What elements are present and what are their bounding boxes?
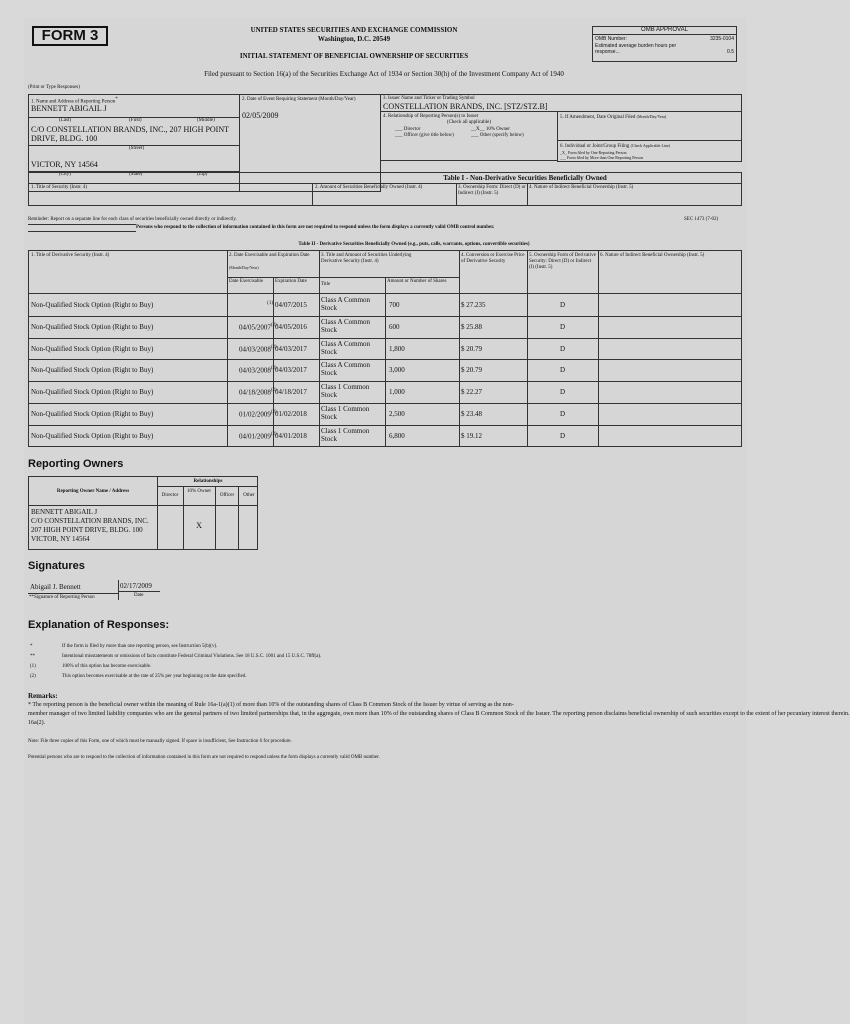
omb-burden-label: Estimated average burden hours per response... xyxy=(595,43,677,55)
t2-row-underlying: Class 1 Common Stock xyxy=(321,426,370,443)
ro-owner-line1: BENNETT ABIGAIL J xyxy=(31,508,98,516)
box4-sub: (Check all applicable) xyxy=(446,120,492,125)
reporting-owners-table xyxy=(28,476,258,550)
t2-row-price: $ 19.12 xyxy=(461,431,482,440)
box1-label-sup: * xyxy=(115,97,118,102)
table2-title: Table II - Derivative Securities Beneficially Owned (e.g., puts, calls, warrants, options, convertible securities) xyxy=(298,242,530,247)
omb-number-label: OMB Number: xyxy=(595,36,627,42)
statement-title: INITIAL STATEMENT OF BENEFICIAL OWNERSHIP OF SECURITIES xyxy=(239,52,469,60)
ro-other: Other xyxy=(243,493,255,498)
t2-row-form: D xyxy=(559,344,566,353)
explanation-heading: Explanation of Responses: xyxy=(28,619,170,631)
form-label: FORM 3 xyxy=(32,26,108,46)
label-last: (Last) xyxy=(59,118,71,123)
ro-10pct: 10% Owner xyxy=(186,489,212,494)
t2-col4: 4. Conversion or Exercise Price of Derivative Security xyxy=(461,253,525,264)
expl-text: 100% of this option has become exercisable. xyxy=(62,664,152,669)
t2-row-exer-fn: (2) xyxy=(270,344,277,350)
omb-approval-box xyxy=(592,26,737,62)
table1 xyxy=(28,172,742,206)
t2-row-underlying: Class A Common Stock xyxy=(321,317,371,334)
ro-mark: X xyxy=(196,521,202,530)
t2-row-amount: 700 xyxy=(389,301,400,309)
box1-label: 1. Name and Address of Reporting Person xyxy=(31,99,116,105)
ro-owner-line4: VICTOR, NY 14564 xyxy=(31,535,90,543)
sec-code: SEC 1473 (7-02) xyxy=(684,217,719,222)
t2-col2-sub: (Month/Day/Year) xyxy=(229,265,259,270)
label-first: (First) xyxy=(129,118,142,123)
t2-row-title: Non-Qualified Stock Option (Right to Buy) xyxy=(31,301,154,309)
rel-officer: ___ Officer (give title below) xyxy=(395,133,454,138)
ro-director: Director xyxy=(161,493,179,498)
t2-row-title: Non-Qualified Stock Option (Right to Buy) xyxy=(31,388,154,397)
box5-sub: (Month/Day/Year) xyxy=(636,114,667,119)
t1-col3: 3. Ownership Form: Direct (D) or Indirect (I) (Instr. 5) xyxy=(458,185,526,196)
signatures-heading: Signatures xyxy=(28,560,85,572)
t2-row-exer-date: 04/18/2008 xyxy=(239,388,271,397)
remarks-label: Remarks: xyxy=(28,692,58,700)
t2-row-exer-date: 04/03/2008 xyxy=(239,366,271,375)
ro-officer: Officer xyxy=(219,493,235,498)
ro-relationships: Relationships xyxy=(193,479,223,484)
issuer-name: CONSTELLATION BRANDS, INC. [STZ/STZ.B] xyxy=(383,102,548,111)
t2-row-exer-date: 01/02/2009 xyxy=(239,410,271,419)
t2-row-exercisable xyxy=(239,300,273,309)
signature-name: Abigail J. Bennett xyxy=(30,583,81,591)
rel-10pct-owner: __X__ 10% Owner xyxy=(471,127,510,132)
t2-row-exer-fn: (2) xyxy=(270,366,277,372)
t2-row-expiration: 04/03/2017 xyxy=(275,344,307,353)
box3-label: 3. Issuer Name and Ticker or Trading Symbol xyxy=(383,96,475,101)
t2-row-expiration: 04/18/2017 xyxy=(275,388,307,397)
t2-col3a: Title xyxy=(321,282,331,287)
t2-row-expiration: 04/05/2016 xyxy=(275,322,307,331)
t2-row-exercisable xyxy=(239,387,277,397)
t2-row-amount: 600 xyxy=(389,322,400,331)
reporting-person-city: VICTOR, NY 14564 xyxy=(31,160,98,169)
t2-row-exercisable xyxy=(239,344,277,353)
t2-row-exer-date: 04/05/2007 xyxy=(239,323,271,332)
persons-notice: Persons who respond to the collection of information contained in this form are not required to respond unless the form displays a currently valid OMB control number. xyxy=(136,225,495,230)
t2-row-title: Non-Qualified Stock Option (Right to Buy) xyxy=(31,322,154,331)
omb-title: OMB APPROVAL xyxy=(593,27,736,35)
ro-owner-line3: 207 HIGH POINT DRIVE, BLDG. 100 xyxy=(31,526,143,534)
filing-opt2: ___ Form filed by More than One Reporting Person xyxy=(560,155,644,160)
t2-row-price: $ 20.79 xyxy=(461,366,482,375)
signature-label: **Signature of Reporting Person xyxy=(29,595,95,600)
box4-relationship xyxy=(380,111,558,161)
t2-row-form: D xyxy=(559,410,566,418)
t2-row-price: $ 20.79 xyxy=(461,344,482,353)
omb-burden-value: 0.5 xyxy=(727,49,734,55)
t2-row-exercisable xyxy=(239,431,277,441)
potential-text: Potential persons who are to respond to the collection of information contained in this form are not required to respond unless the form displays a currently valid OMB number. xyxy=(28,755,380,760)
remarks-line1: * The reporting person is the beneficial owner within the meaning of Rule 16a-1(a)(1) of more than 10% of the outstanding shares of Class B Common Stock of the Issuer by virtue of serving as the non- xyxy=(28,702,514,708)
print-note: (Print or Type Responses) xyxy=(28,85,80,90)
reporting-person-street: C/O CONSTELLATION BRANDS, INC., 207 HIGH POINT DRIVE, BLDG. 100 xyxy=(31,125,229,143)
t2-row-form: D xyxy=(559,322,566,331)
t2-row-price: $ 25.88 xyxy=(461,322,482,331)
t2-row-exercisable xyxy=(239,322,277,332)
ro-col-name: Reporting Owner Name / Address xyxy=(56,489,130,494)
box6-filing xyxy=(557,140,742,162)
box5-amendment xyxy=(557,111,742,141)
label-city: (City) xyxy=(59,172,71,177)
box4-label: 4. Relationship of Reporting Person(s) to Issuer xyxy=(383,114,479,119)
t2-row-title: Non-Qualified Stock Option (Right to Buy) xyxy=(31,431,154,440)
t2-row-form: D xyxy=(559,301,566,309)
expl-text: Intentional misstatements or omissions of facts constitute Federal Criminal Violations. See 18 U.S.C. 1001 and 15 U.S.C. 78ff(a). xyxy=(62,654,322,659)
t2-row-price: $ 27.235 xyxy=(461,301,486,309)
t2-row-underlying: Class A Common Stock xyxy=(321,361,371,378)
box5-label: 5. If Amendment, Date Original Filed xyxy=(560,115,636,120)
label-state: (State) xyxy=(129,172,143,177)
table2 xyxy=(28,250,742,447)
t2-row-underlying: Class 1 Common Stock xyxy=(321,405,370,421)
box6-sub: (Check Applicable Line) xyxy=(630,143,671,148)
t2-row-title: Non-Qualified Stock Option (Right to Buy) xyxy=(31,410,154,418)
date-label: Date xyxy=(134,593,144,598)
expl-mark: (2) xyxy=(30,674,36,679)
t2-row-amount: 1,000 xyxy=(389,388,405,397)
t2-row-title: Non-Qualified Stock Option (Right to Buy) xyxy=(31,366,154,375)
t2-col2a: Date Exercisable xyxy=(229,279,264,284)
table1-title: Table I - Non-Derivative Securities Beneficially Owned xyxy=(443,174,607,182)
t2-row-underlying: Class 1 Common Stock xyxy=(321,383,370,400)
t1-col4: 4. Nature of Indirect Beneficial Ownership (Instr. 5) xyxy=(529,185,634,190)
note-text: Note: File three copies of this Form, one of which must be manually signed. If space is insufficient, See Instruction 6 for procedure. xyxy=(28,739,292,744)
t2-row-form: D xyxy=(559,431,566,440)
t2-row-exercisable xyxy=(239,365,277,375)
t2-row-amount: 6,800 xyxy=(389,431,405,440)
ro-owner-line2: C/O CONSTELLATION BRANDS, INC. xyxy=(31,517,149,525)
t2-row-amount: 1,800 xyxy=(389,344,405,353)
agency-line1: UNITED STATES SECURITIES AND EXCHANGE COMMISSION xyxy=(250,26,458,34)
signature-date: 02/17/2009 xyxy=(120,582,152,590)
expl-mark: (1) xyxy=(30,664,36,669)
t2-row-expiration: 04/01/2018 xyxy=(275,431,307,440)
t2-row-form: D xyxy=(559,366,566,375)
t2-col5: 5. Ownership Form of Derivative Security: Direct (D) or Indirect (I) (Instr. 5) xyxy=(529,253,596,270)
t2-row-exer-fn: (2) xyxy=(270,431,277,437)
t2-row-expiration: 01/02/2018 xyxy=(275,410,307,418)
expl-text: This option becomes exercisable at the rate of 25% per year beginning on the date specified. xyxy=(62,674,247,679)
remarks-line2: member manager of two limited liability companies who are the general partners of two limited partnerships that, in the aggregate, own more than 10% of the outstanding shares of Class B Common Stock of the Issuer. The reporting person disclaims beneficial ownership of such securities except to the extent of her pecuniary interest therein. xyxy=(28,711,850,717)
t2-col1: 1. Title of Derivative Security (Instr. 4) xyxy=(31,253,110,258)
t2-row-amount: 2,500 xyxy=(389,410,405,418)
t2-row-price: $ 22.27 xyxy=(461,388,482,397)
t2-row-exer-fn: (1) xyxy=(267,301,273,306)
filing-opt1: _X_ Form filed by One Reporting Person xyxy=(560,150,627,155)
label-middle: (Middle) xyxy=(197,118,215,123)
reporting-owners-heading: Reporting Owners xyxy=(28,458,124,470)
label-street: (Street) xyxy=(129,146,144,151)
t2-row-underlying: Class A Common Stock xyxy=(321,339,371,356)
t1-col1: 1. Title of Security (Instr. 4) xyxy=(31,185,87,190)
box6-label: 6. Individual or Joint/Group Filing xyxy=(560,144,630,149)
t1-col2: 2. Amount of Securities Beneficially Owned (Instr. 4) xyxy=(315,185,423,190)
remarks-line3: 16a(2). xyxy=(28,720,46,726)
expl-mark: * xyxy=(30,644,33,649)
reporting-person-name: BENNETT ABIGAIL J xyxy=(31,104,107,113)
t2-row-exercisable xyxy=(239,409,277,419)
t2-col3b: Amount or Number of Shares xyxy=(387,279,447,284)
t2-row-form: D xyxy=(559,388,566,397)
t2-col2b: Expiration Date xyxy=(275,279,307,284)
reminder-text: Reminder: Report on a separate line for each class of securities beneficially owned directly or indirectly. xyxy=(28,217,237,222)
t2-col6: 6. Nature of Indirect Beneficial Ownership (Instr. 5) xyxy=(600,253,705,258)
event-date: 02/05/2009 xyxy=(242,111,279,120)
t2-row-title: Non-Qualified Stock Option (Right to Buy) xyxy=(31,344,154,353)
t2-row-exer-date: 04/03/2008 xyxy=(239,344,271,353)
t2-row-expiration: 04/07/2015 xyxy=(275,301,307,309)
t2-row-underlying: Class A Common Stock xyxy=(321,296,371,312)
t2-col3: 3. Title and Amount of Securities Underlying Derivative Security (Instr. 4) xyxy=(321,253,412,264)
box2-label: 2. Date of Event Requiring Statement (Month/Day/Year) xyxy=(242,97,356,102)
t2-row-expiration: 04/03/2017 xyxy=(275,366,307,375)
form-page xyxy=(24,18,850,1024)
t2-row-exer-date: 04/01/2009 xyxy=(239,432,271,441)
expl-text: If the form is filed by more than one reporting person, see Instruction 5(b)(v). xyxy=(62,644,218,649)
t2-col2: 2. Date Exercisable and Expiration Date xyxy=(229,253,310,258)
filed-pursuant: Filed pursuant to Section 16(a) of the Securities Exchange Act of 1934 or Section 30(h) of the Investment Company Act of 1940 xyxy=(204,70,564,78)
rel-director: ___ Director xyxy=(395,127,421,132)
t2-row-exer-fn: (2) xyxy=(270,322,277,328)
t2-row-exer-fn: (2) xyxy=(270,388,277,394)
agency-line2: Washington, D.C. 20549 xyxy=(317,35,391,43)
rel-other: ___ Other (specify below) xyxy=(471,133,524,138)
t2-row-amount: 3,000 xyxy=(389,366,405,375)
omb-number-value: 3235-0104 xyxy=(710,36,734,42)
t2-row-exer-fn: (2) xyxy=(270,410,277,415)
box3-issuer xyxy=(380,94,742,112)
expl-mark: ** xyxy=(30,654,35,659)
label-zip: (Zip) xyxy=(197,172,208,177)
t2-row-price: $ 23.48 xyxy=(461,410,482,418)
